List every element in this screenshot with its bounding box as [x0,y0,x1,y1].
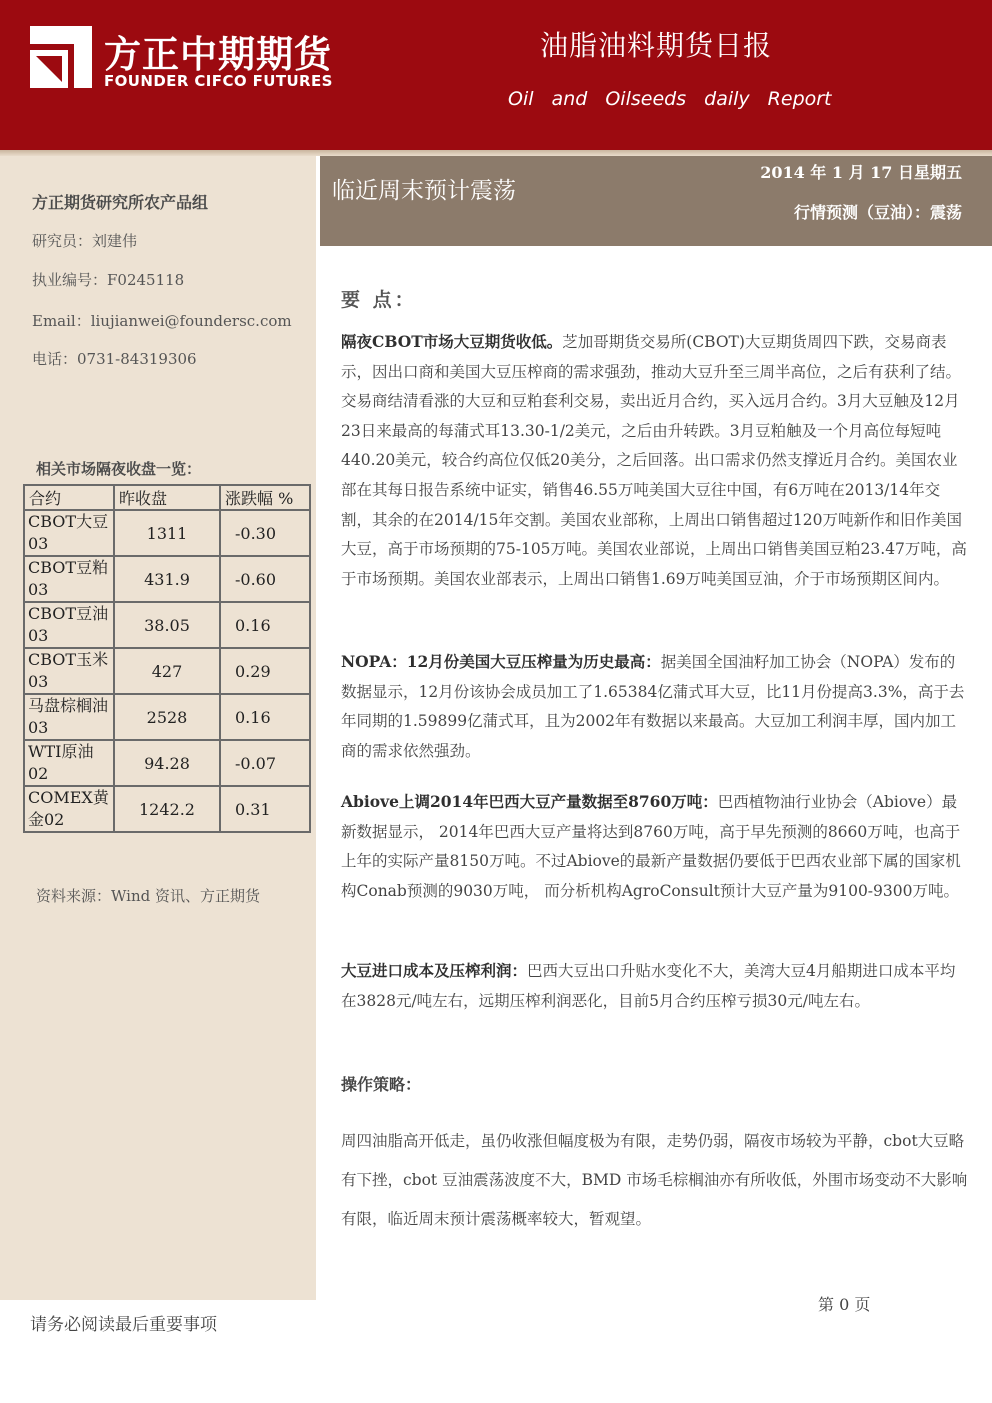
contract-cell: CBOT豆粕03 [24,556,114,602]
paragraph-body: 据美国全国油籽加工协会（NOPA）发布的数据显示，12月份该协会成员加工了1.65384亿蒲式耳大豆，比11月份提高3.3%，高于去年同期的1.59899亿蒲式耳，且为2002年有数据以来最高。大豆加工利润丰厚，国内加工商的需求依然强劲。 [341,653,965,760]
report-date: 2014 年 1 月 17 日星期五 [760,163,962,182]
close-cell: 427 [114,648,220,694]
strategy-text: 周四油脂高开低走，虽仍收涨但幅度极为有限，走势仍弱，隔夜市场较为平静，cbot大豆略有下挫，cbot 豆油震荡波度不大，BMD 市场毛棕榈油亦有所收低，外围市场变动不大影响有限，临近周末预计震荡概率较大，暂观望。 [341,1132,968,1228]
header-close: 昨收盘 [114,485,220,510]
table-row [24,556,310,602]
contract-cell: COMEX黄金02 [24,786,114,832]
license-number: 执业编号：F0245118 [32,271,185,289]
table-row [24,786,310,832]
paragraph-body: 芝加哥期货交易所(CBOT)大豆期货周四下跌，交易商表示，因出口商和美国大豆压榨商的需求强劲，推动大豆升至三周半高位，之后有获利了结。交易商结清看涨的大豆和豆粕套利交易，卖出近月合约，买入远月合约。3月大豆触及12月23日来最高的每蒲式耳13.30-1/2美元，之后由升转跌。3月豆粕触及一个月高位每短吨440.20美元，较合约高位仅低20美分，之后回落。出口需求仍然支撑近月合约。美国农业部在其每日报告系统中证实，销售46.55万吨美国大豆往中国，有6万吨在2013/14年交割，其余的在2014/15年交割。美国农业部称，上周出口销售超过120万吨新作和旧作美国大豆，高于市场预期的75-105万吨。美国农业部说，上周出口销售美国豆粕23.47万吨，高于市场预期。美国农业部表示，上周出口销售1.69万吨美国豆油，介于市场预期区间内。 [341,333,967,588]
table-row [24,740,310,786]
header-contract: 合约 [24,485,114,510]
header-change: 涨跌幅 % [220,485,310,510]
company-name-cn: 方正中期期货 [104,33,332,76]
table-row [24,510,310,556]
title-banner [320,156,992,246]
paragraph-nopa [341,647,969,766]
change-cell: -0.07 [220,740,310,786]
overnight-market-table [23,484,311,833]
strategy-heading: 操作策略： [341,1075,422,1094]
company-name-en: FOUNDER CIFCO FUTURES [104,72,333,90]
forecast-label: 行情预测（豆油）：震荡 [793,203,962,222]
contract-cell: WTI原油02 [24,740,114,786]
close-cell: 1242.2 [114,786,220,832]
contract-cell: CBOT玉米03 [24,648,114,694]
data-source: 资料来源：Wind 资讯、方正期货 [36,887,260,905]
table-header-row [24,485,310,510]
disclaimer-note: 请务必阅读最后重要事项 [30,1315,217,1335]
change-cell: 0.16 [220,694,310,740]
market-table-title: 相关市场隔夜收盘一览： [36,460,202,478]
email-address[interactable]: Email：liujianwei@foundersc.com [32,312,292,330]
research-group: 方正期货研究所农产品组 [32,193,209,212]
close-cell: 38.05 [114,602,220,648]
paragraph-title: 隔夜CBOT市场大豆期货收低。 [341,332,563,351]
paragraph-title: 大豆进口成本及压榨利润： [341,961,528,980]
change-cell: 0.31 [220,786,310,832]
paragraph-abiove [341,787,969,906]
report-header [0,0,992,150]
table-row [24,602,310,648]
close-cell: 1311 [114,510,220,556]
table-row [24,648,310,694]
paragraph-body: 巴西大豆出口升贴水变化不大，美湾大豆4月船期进口成本平均在3828元/吨左右，远期压榨利润恶化，目前5月合约压榨亏损30元/吨左右。 [341,962,956,1010]
report-title-cn: 油脂油料期货日报 [540,29,773,62]
report-title-en: Oil and Oilseeds daily Report [508,88,832,110]
paragraph-import-cost [341,956,969,1016]
contract-cell: CBOT大豆03 [24,510,114,556]
change-cell: 0.29 [220,648,310,694]
phone-number: 电话：0731-84319306 [32,350,197,368]
close-cell: 2528 [114,694,220,740]
change-cell: -0.30 [220,510,310,556]
table-row [24,694,310,740]
close-cell: 431.9 [114,556,220,602]
contract-cell: 马盘棕榈油03 [24,694,114,740]
contract-cell: CBOT豆油03 [24,602,114,648]
founder-logo-icon [30,26,92,88]
change-cell: -0.60 [220,556,310,602]
page-number: 第 0 页 [818,1295,871,1314]
headline: 临近周末预计震荡 [332,178,516,204]
paragraph-title: NOPA：12月份美国大豆压榨量为历史最高： [341,652,661,671]
paragraph-cbot [341,327,969,594]
key-points-heading: 要 点： [341,289,417,311]
close-cell: 94.28 [114,740,220,786]
paragraph-body: 巴西植物油行业协会（Abiove）最新数据显示， 2014年巴西大豆产量将达到8760万吨，高于早先预测的8660万吨，也高于上年的实际产量8150万吨。不过Abiove的最新产量数据仍要低于巴西农业部下属的国家机构Conab预测的9030万吨， 而分析机构AgroConsult预计大豆产量为9100-9300万吨。 [341,793,961,900]
paragraph-title: Abiove上调2014年巴西大豆产量数据至8760万吨： [341,792,718,811]
change-cell: 0.16 [220,602,310,648]
researcher-name: 研究员：刘建伟 [32,232,138,250]
